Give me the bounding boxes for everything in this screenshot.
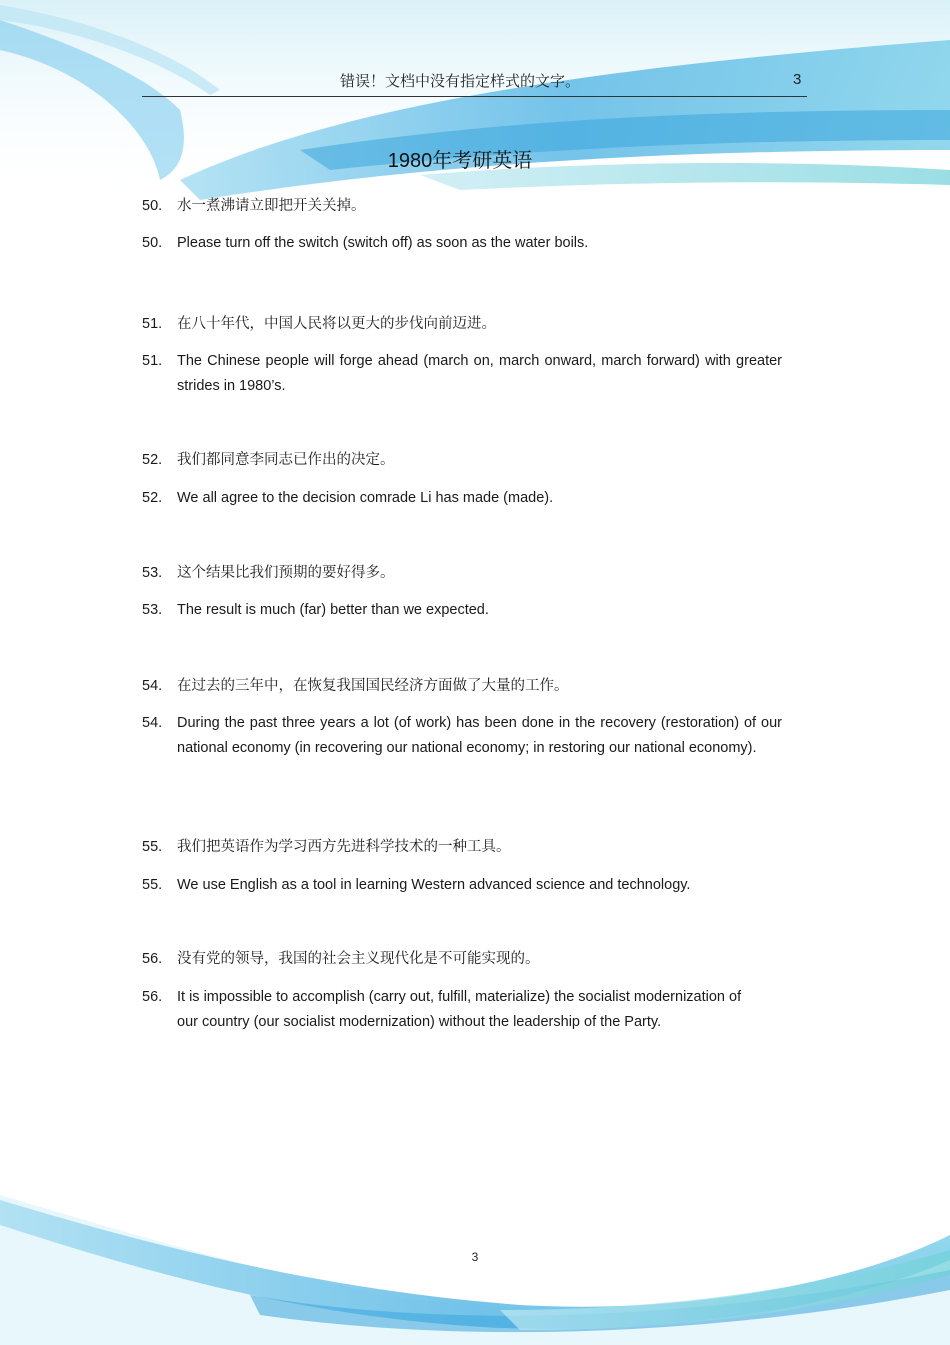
- item-number: 52.: [142, 452, 163, 468]
- item-52-chinese: [142, 448, 782, 473]
- chinese-sentence: 我们都同意李同志已作出的决定。: [177, 452, 395, 468]
- header-page-number: 3: [793, 71, 802, 88]
- item-52-english: [142, 486, 782, 511]
- item-56-chinese: [142, 947, 782, 972]
- header-divider: [142, 96, 807, 97]
- item-50-chinese: [142, 194, 782, 219]
- chinese-sentence: 在八十年代，中国人民将以更大的步伐向前迈进。: [177, 316, 496, 332]
- item-number: 53.: [142, 565, 163, 581]
- chinese-sentence: 在过去的三年中，在恢复我国国民经济方面做了大量的工作。: [177, 678, 569, 694]
- page-title: 1980年考研英语: [387, 150, 533, 172]
- chinese-sentence: 没有党的领导，我国的社会主义现代化是不可能实现的。: [177, 951, 540, 967]
- item-number: 53.: [142, 602, 163, 618]
- item-53-chinese: [142, 561, 782, 586]
- item-53-english: [142, 598, 782, 623]
- item-number: 55.: [142, 877, 163, 893]
- item-54-english: [142, 711, 782, 761]
- item-number: 55.: [142, 839, 163, 855]
- english-translation: It is impossible to accomplish (carry out, fulfill, materialize) the socialist modernization of our country (our socialist modernization) without the leadership of the Party.: [177, 989, 742, 1030]
- running-header: 错误！文档中没有指定样式的文字。: [339, 72, 580, 90]
- english-translation: During the past three years a lot (of work) has been done in the recovery (restoration) of our national economy (in recovering our national economy; in restoring our national economy).: [177, 715, 782, 756]
- english-translation: We all agree to the decision comrade Li has made (made).: [177, 490, 554, 506]
- chinese-sentence: 这个结果比我们预期的要好得多。: [177, 565, 395, 581]
- chinese-sentence: 我们把英语作为学习西方先进科学技术的一种工具。: [177, 839, 511, 855]
- item-number: 54.: [142, 715, 163, 731]
- item-55-chinese: [142, 835, 782, 860]
- footer-page-number: 3: [471, 1250, 479, 1264]
- item-56-english: [142, 985, 742, 1035]
- item-55-english: [142, 873, 782, 898]
- item-number: 56.: [142, 989, 163, 1005]
- item-number: 50.: [142, 235, 163, 251]
- chinese-sentence: 水一煮沸请立即把开关关掉。: [177, 198, 366, 214]
- item-number: 50.: [142, 198, 163, 214]
- english-translation: The Chinese people will forge ahead (march on, march onward, march forward) with greater strides in 1980’s.: [177, 353, 782, 394]
- english-translation: Please turn off the switch (switch off) as soon as the water boils.: [177, 235, 589, 251]
- item-number: 56.: [142, 951, 163, 967]
- item-51-english: [142, 349, 782, 399]
- item-number: 52.: [142, 490, 163, 506]
- item-54-chinese: [142, 674, 782, 699]
- item-number: 54.: [142, 678, 163, 694]
- english-translation: We use English as a tool in learning Western advanced science and technology.: [177, 877, 691, 893]
- english-translation: The result is much (far) better than we expected.: [177, 602, 489, 618]
- item-number: 51.: [142, 353, 163, 369]
- item-number: 51.: [142, 316, 163, 332]
- item-50-english: [142, 231, 782, 256]
- item-51-chinese: [142, 312, 782, 337]
